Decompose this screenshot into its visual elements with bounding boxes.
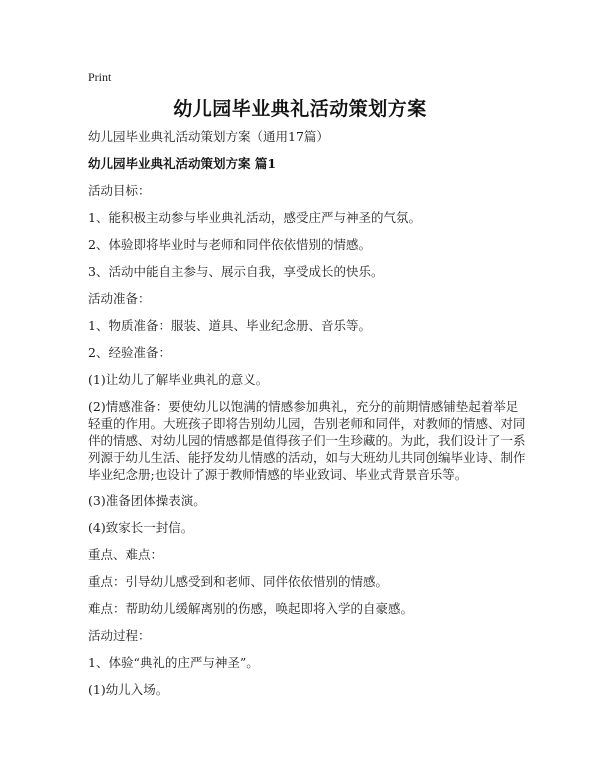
paragraph: 活动准备： [88, 291, 151, 306]
paragraph: 2、体验即将毕业时与老师和同伴依依惜别的情感。 [88, 237, 371, 252]
paragraph: 活动目标： [88, 183, 151, 198]
document-body [88, 128, 528, 708]
subtitle-paragraph: 幼儿园毕业典礼活动策划方案（通用17篇） [88, 129, 329, 144]
paragraph: 难点：帮助幼儿缓解离别的伤感，唤起即将入学的自豪感。 [88, 601, 414, 616]
paragraph: (3)准备团体操表演。 [88, 493, 206, 508]
section-heading: 幼儿园毕业典礼活动策划方案 篇1 [88, 156, 277, 171]
paragraph: (2)情感准备：要使幼儿以饱满的情感参加典礼，充分的前期情感铺垫起着举足轻重的作用。大班孩子即将告别幼儿园，告别老师和同伴，对教师的情感、对同伴的情感、对幼儿园的情感都是值得孩子们一生珍藏的。为此，我们设计了一系列源于幼儿生活、能抒发幼儿情感的活动，如与大班幼儿共同创编毕业诗、制作毕业纪念册;也设计了源于教师情感的毕业致词、毕业式背景音乐等。 [88, 399, 526, 482]
paragraph: 重点、难点： [88, 547, 164, 562]
paragraph: 活动过程： [88, 628, 151, 643]
paragraph: 2、经验准备： [88, 345, 171, 360]
paragraph: 重点：引导幼儿感受到和老师、同伴依依惜别的情感。 [88, 574, 389, 589]
paragraph: 1、体验“典礼的庄严与神圣”。 [88, 655, 259, 670]
paragraph: (1)让幼儿了解毕业典礼的意义。 [88, 372, 269, 387]
paragraph: 1、物质准备：服装、道具、毕业纪念册、音乐等。 [88, 318, 371, 333]
paragraph: (1)幼儿入场。 [88, 682, 169, 697]
print-label: Print [88, 70, 112, 84]
document-title: 幼儿园毕业典礼活动策划方案 [173, 98, 427, 120]
paragraph: (4)致家长一封信。 [88, 520, 194, 535]
paragraph: 3、活动中能自主参与、展示自我，享受成长的快乐。 [88, 264, 384, 279]
paragraph: 1、能积极主动参与毕业典礼活动，感受庄严与神圣的气氛。 [88, 210, 421, 225]
